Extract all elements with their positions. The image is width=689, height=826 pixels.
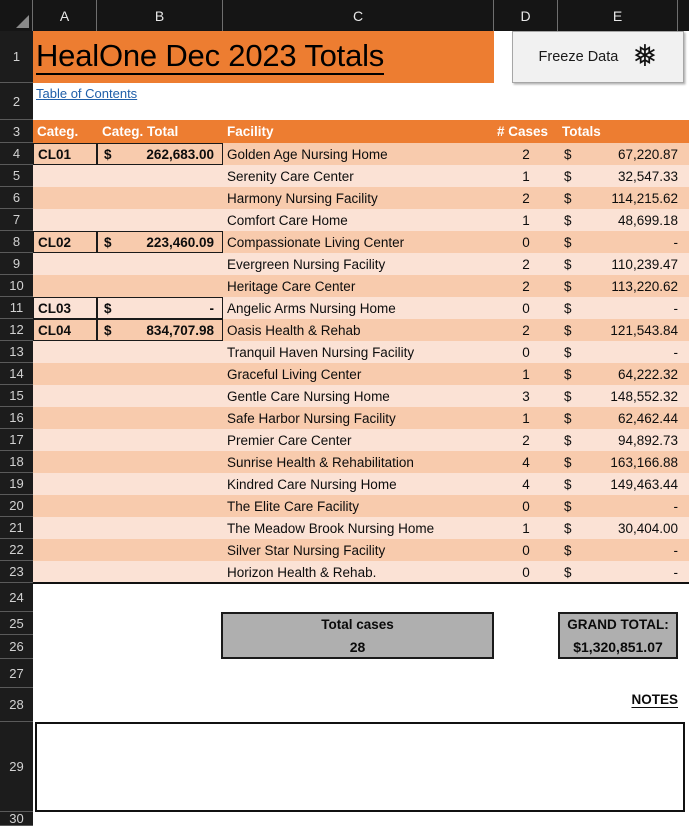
cell-cases-count[interactable]: 0	[494, 341, 558, 363]
column-header-d[interactable]: D	[494, 0, 558, 31]
currency-symbol: $	[564, 432, 572, 448]
categ-total-value: 262,683.00	[146, 146, 214, 162]
currency-symbol: $	[564, 388, 572, 404]
facility-total-value: 32,547.33	[617, 168, 678, 184]
select-all-triangle-icon	[16, 15, 29, 28]
row-header-11[interactable]: 11	[0, 297, 33, 319]
cell-facility-name[interactable]: Safe Harbor Nursing Facility	[223, 407, 494, 429]
cell-cases-count[interactable]: 1	[494, 165, 558, 187]
cell-categ-empty[interactable]	[33, 187, 97, 209]
categ-total-value: -	[209, 300, 214, 316]
cell-facility-name[interactable]: The Meadow Brook Nursing Home	[223, 517, 494, 539]
currency-symbol: $	[564, 498, 572, 514]
row-header-30[interactable]: 30	[0, 812, 33, 826]
row-header-5[interactable]: 5	[0, 165, 33, 187]
cell-facility-name[interactable]: Serenity Care Center	[223, 165, 494, 187]
header-cases: # Cases	[494, 120, 558, 143]
cell-categ-total-empty[interactable]	[97, 341, 223, 363]
row-header-17[interactable]: 17	[0, 429, 33, 451]
row-header-13[interactable]: 13	[0, 341, 33, 363]
grand-total-label: GRAND TOTAL:	[567, 616, 669, 632]
cell-facility-total[interactable]	[558, 561, 689, 583]
cell-cases-count[interactable]: 0	[494, 297, 558, 319]
cell-categ-total-empty[interactable]	[97, 253, 223, 275]
currency-symbol: $	[564, 322, 572, 338]
cell-cases-count[interactable]: 2	[494, 319, 558, 341]
cell-facility-total[interactable]	[558, 517, 689, 539]
cell-cases-count[interactable]: 1	[494, 209, 558, 231]
currency-symbol: $	[564, 278, 572, 294]
currency-symbol: $	[564, 476, 572, 492]
cell-cases-count[interactable]: 1	[494, 517, 558, 539]
table-bottom-rule	[33, 582, 689, 584]
facility-total-value: 121,543.84	[610, 322, 678, 338]
cell-categ-total-empty[interactable]	[97, 451, 223, 473]
cell-categ-empty[interactable]	[33, 473, 97, 495]
row-header-8[interactable]: 8	[0, 231, 33, 253]
currency-symbol: $	[564, 256, 572, 272]
cell-categ-total-empty[interactable]	[97, 187, 223, 209]
cell-facility-total[interactable]	[558, 253, 689, 275]
facility-total-value: -	[673, 344, 678, 360]
facility-total-value: 48,699.18	[617, 212, 678, 228]
freeze-data-button[interactable]	[512, 31, 684, 83]
cell-cases-count[interactable]: 1	[494, 363, 558, 385]
cell-categ-empty[interactable]	[33, 209, 97, 231]
cell-categ-empty[interactable]	[33, 517, 97, 539]
cell-cases-count[interactable]: 2	[494, 143, 558, 165]
row-header-9[interactable]: 9	[0, 253, 33, 275]
currency-symbol: $	[564, 168, 572, 184]
row-header-20[interactable]: 20	[0, 495, 33, 517]
row-header-2[interactable]: 2	[0, 83, 33, 120]
cell-facility-name[interactable]: Compassionate Living Center	[223, 231, 494, 253]
row-header-25[interactable]: 25	[0, 612, 33, 635]
cell-cases-count[interactable]: 4	[494, 451, 558, 473]
cell-facility-total[interactable]	[558, 495, 689, 517]
facility-total-value: 149,463.44	[610, 476, 678, 492]
cell-facility-total[interactable]	[558, 451, 689, 473]
cell-facility-total[interactable]	[558, 363, 689, 385]
snowflake-icon: ❅	[632, 40, 658, 73]
currency-symbol: $	[564, 344, 572, 360]
row-header-3[interactable]: 3	[0, 120, 33, 143]
facility-total-value: -	[673, 542, 678, 558]
column-header-c[interactable]: C	[223, 0, 494, 31]
cell-categ-code[interactable]: CL01	[33, 143, 97, 165]
page-title: HealOne Dec 2023 Totals	[36, 34, 491, 81]
cell-cases-count[interactable]: 0	[494, 561, 558, 583]
row-header-12[interactable]: 12	[0, 319, 33, 341]
currency-symbol: $	[564, 454, 572, 470]
row-header-1[interactable]: 1	[0, 31, 33, 83]
cell-cases-count[interactable]: 2	[494, 429, 558, 451]
row-header-15[interactable]: 15	[0, 385, 33, 407]
facility-total-value: 94,892.73	[617, 432, 678, 448]
cell-cases-count[interactable]: 0	[494, 539, 558, 561]
cell-facility-name[interactable]: Gentle Care Nursing Home	[223, 385, 494, 407]
cell-facility-name[interactable]: Angelic Arms Nursing Home	[223, 297, 494, 319]
currency-symbol: $	[564, 234, 572, 250]
grand-total-box	[558, 612, 678, 659]
cell-categ-empty[interactable]	[33, 451, 97, 473]
facility-total-value: -	[673, 300, 678, 316]
total-cases-label: Total cases	[321, 616, 394, 632]
cell-categ-empty[interactable]	[33, 539, 97, 561]
cell-categ-empty[interactable]	[33, 385, 97, 407]
column-header-e[interactable]: E	[558, 0, 678, 31]
grand-total-value: $1,320,851.07	[573, 638, 663, 655]
cell-categ-total-empty[interactable]	[97, 429, 223, 451]
cell-categ-total-empty[interactable]	[97, 495, 223, 517]
notes-label: NOTES	[631, 692, 678, 707]
cell-facility-name[interactable]: Tranquil Haven Nursing Facility	[223, 341, 494, 363]
row-header-14[interactable]: 14	[0, 363, 33, 385]
header-facility: Facility	[223, 120, 494, 143]
cell-facility-name[interactable]: Oasis Health & Rehab	[223, 319, 494, 341]
row-header-21[interactable]: 21	[0, 517, 33, 539]
cell-facility-total[interactable]	[558, 165, 689, 187]
cell-facility-name[interactable]: Silver Star Nursing Facility	[223, 539, 494, 561]
cell-categ-empty[interactable]	[33, 429, 97, 451]
cell-categ-code[interactable]: CL03	[33, 297, 97, 319]
cell-facility-total[interactable]	[558, 429, 689, 451]
cell-cases-count[interactable]: 2	[494, 187, 558, 209]
cell-cases-count[interactable]: 0	[494, 495, 558, 517]
row-header-10[interactable]: 10	[0, 275, 33, 297]
cell-categ-total-empty[interactable]	[97, 385, 223, 407]
currency-symbol: $	[564, 520, 572, 536]
cell-categ-code[interactable]: CL04	[33, 319, 97, 341]
cell-categ-total-empty[interactable]	[97, 517, 223, 539]
currency-symbol: $	[564, 212, 572, 228]
currency-symbol: $	[564, 300, 572, 316]
cell-facility-total[interactable]	[558, 385, 689, 407]
row-header-29[interactable]: 29	[0, 722, 33, 812]
row-header-18[interactable]: 18	[0, 451, 33, 473]
cell-facility-total[interactable]	[558, 473, 689, 495]
cell-categ-empty[interactable]	[33, 165, 97, 187]
facility-total-value: 114,215.62	[611, 190, 678, 206]
currency-symbol: $	[564, 146, 572, 162]
column-header-a[interactable]: A	[33, 0, 97, 31]
row-header-24[interactable]: 24	[0, 583, 33, 612]
facility-total-value: 148,552.32	[610, 388, 678, 404]
cell-facility-name[interactable]: Premier Care Center	[223, 429, 494, 451]
categ-total-value: 834,707.98	[146, 322, 214, 338]
cell-cases-count[interactable]: 3	[494, 385, 558, 407]
cell-categ-total-empty[interactable]	[97, 363, 223, 385]
cell-categ-total-empty[interactable]	[97, 539, 223, 561]
cell-categ-total-empty[interactable]	[97, 561, 223, 583]
cell-facility-total[interactable]	[558, 231, 689, 253]
facility-total-value: 110,239.47	[611, 256, 678, 272]
row-header-23[interactable]: 23	[0, 561, 33, 583]
cell-categ-empty[interactable]	[33, 275, 97, 297]
select-all-corner[interactable]	[0, 0, 33, 31]
facility-total-value: -	[673, 234, 678, 250]
currency-symbol: $	[104, 300, 112, 316]
cell-categ-total[interactable]	[97, 143, 223, 165]
row-header-6[interactable]: 6	[0, 187, 33, 209]
total-cases-value: 28	[349, 638, 366, 655]
header-categ: Categ.	[33, 120, 97, 143]
cell-facility-total[interactable]	[558, 143, 689, 165]
cell-categ-total[interactable]	[97, 297, 223, 319]
cell-facility-total[interactable]	[558, 341, 689, 363]
cell-categ-total-empty[interactable]	[97, 275, 223, 297]
total-cases-box	[221, 612, 494, 659]
cell-facility-name[interactable]: Heritage Care Center	[223, 275, 494, 297]
cell-facility-total[interactable]	[558, 407, 689, 429]
cell-cases-count[interactable]: 0	[494, 231, 558, 253]
currency-symbol: $	[564, 542, 572, 558]
column-header-f[interactable]	[678, 0, 689, 31]
column-header-b[interactable]: B	[97, 0, 223, 31]
row-header-7[interactable]: 7	[0, 209, 33, 231]
row-header-16[interactable]: 16	[0, 407, 33, 429]
cell-categ-empty[interactable]	[33, 495, 97, 517]
table-of-contents-link[interactable]: Table of Contents	[36, 86, 138, 101]
categ-total-value: 223,460.09	[146, 234, 214, 250]
cell-cases-count[interactable]: 2	[494, 253, 558, 275]
currency-symbol: $	[564, 564, 572, 580]
cell-categ-total-empty[interactable]	[97, 407, 223, 429]
currency-symbol: $	[104, 146, 112, 162]
cell-facility-name[interactable]: Horizon Health & Rehab.	[223, 561, 494, 583]
row-header-19[interactable]: 19	[0, 473, 33, 495]
cell-categ-empty[interactable]	[33, 363, 97, 385]
currency-symbol: $	[564, 410, 572, 426]
cell-categ-empty[interactable]	[33, 561, 97, 583]
row-header-4[interactable]: 4	[0, 143, 33, 165]
cell-facility-name[interactable]: Golden Age Nursing Home	[223, 143, 494, 165]
cell-cases-count[interactable]: 4	[494, 473, 558, 495]
header-totals: Totals	[558, 120, 689, 143]
currency-symbol: $	[104, 234, 112, 250]
cell-categ-total[interactable]	[97, 231, 223, 253]
facility-total-value: -	[673, 498, 678, 514]
header-categ-total: Categ. Total	[97, 120, 223, 143]
column-header-strip	[0, 0, 689, 31]
row-header-26[interactable]: 26	[0, 635, 33, 659]
facility-total-value: -	[673, 564, 678, 580]
cell-categ-total[interactable]	[97, 319, 223, 341]
facility-total-value: 64,222.32	[617, 366, 678, 382]
cell-facility-total[interactable]	[558, 297, 689, 319]
row-header-22[interactable]: 22	[0, 539, 33, 561]
cell-categ-empty[interactable]	[33, 253, 97, 275]
cell-cases-count[interactable]: 1	[494, 407, 558, 429]
cell-facility-total[interactable]	[558, 275, 689, 297]
facility-total-value: 67,220.87	[617, 146, 678, 162]
facility-total-value: 163,166.88	[610, 454, 678, 470]
cell-categ-total-empty[interactable]	[97, 165, 223, 187]
cell-facility-name[interactable]: The Elite Care Facility	[223, 495, 494, 517]
cell-facility-name[interactable]: Kindred Care Nursing Home	[223, 473, 494, 495]
cell-categ-total-empty[interactable]	[97, 209, 223, 231]
cell-facility-total[interactable]	[558, 539, 689, 561]
cell-categ-empty[interactable]	[33, 341, 97, 363]
row-header-27[interactable]: 27	[0, 659, 33, 688]
facility-total-value: 113,220.62	[611, 278, 678, 294]
notes-box[interactable]	[35, 722, 685, 812]
cell-facility-name[interactable]: Evergreen Nursing Facility	[223, 253, 494, 275]
currency-symbol: $	[104, 322, 112, 338]
cell-cases-count[interactable]: 2	[494, 275, 558, 297]
cell-facility-name[interactable]: Graceful Living Center	[223, 363, 494, 385]
cell-categ-code[interactable]: CL02	[33, 231, 97, 253]
freeze-data-label: Freeze Data	[538, 49, 619, 65]
cell-facility-name[interactable]: Sunrise Health & Rehabilitation	[223, 451, 494, 473]
currency-symbol: $	[564, 190, 572, 206]
cell-facility-total[interactable]	[558, 209, 689, 231]
cell-categ-empty[interactable]	[33, 407, 97, 429]
cell-facility-total[interactable]	[558, 187, 689, 209]
facility-total-value: 62,462.44	[617, 410, 678, 426]
facility-total-value: 30,404.00	[617, 520, 678, 536]
cell-facility-name[interactable]: Comfort Care Home	[223, 209, 494, 231]
cell-facility-total[interactable]	[558, 319, 689, 341]
currency-symbol: $	[564, 366, 572, 382]
cell-categ-total-empty[interactable]	[97, 473, 223, 495]
cell-facility-name[interactable]: Harmony Nursing Facility	[223, 187, 494, 209]
row-header-28[interactable]: 28	[0, 688, 33, 722]
